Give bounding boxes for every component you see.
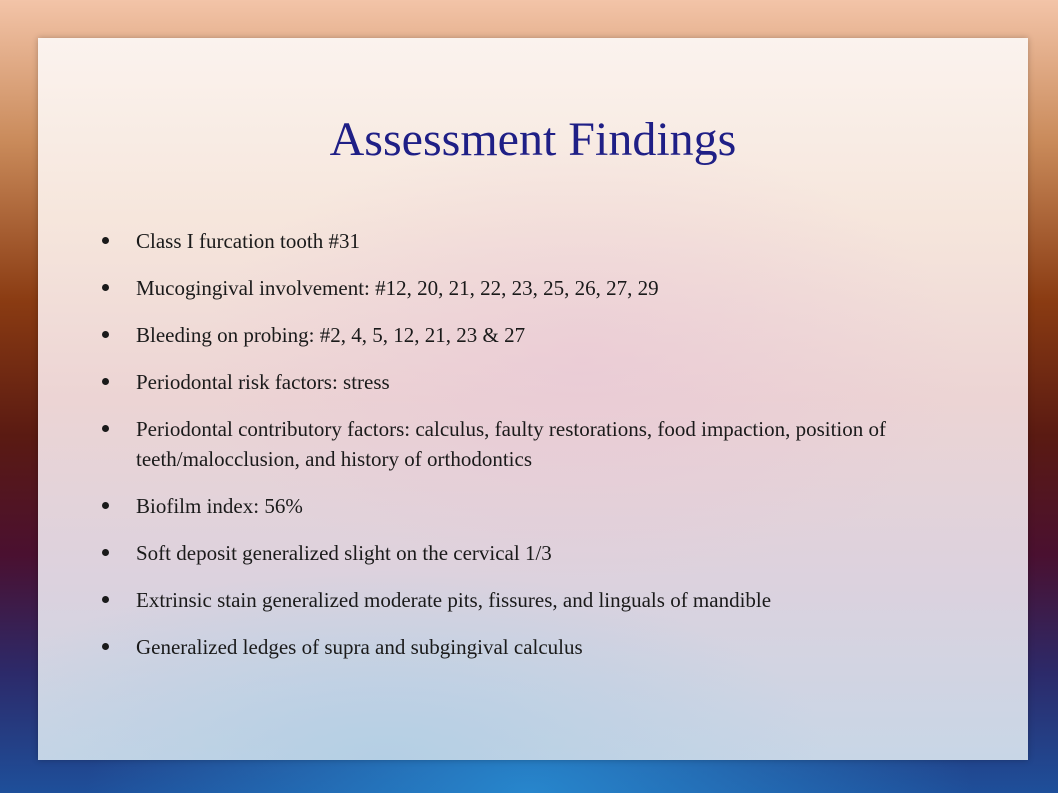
- bullet-list: [98, 226, 978, 679]
- bullet-dot-icon: [102, 502, 109, 509]
- bullet-text: Bleeding on probing: #2, 4, 5, 12, 21, 23 & 27: [136, 323, 526, 347]
- bullet-dot-icon: [102, 643, 109, 650]
- list-item: [98, 632, 978, 662]
- bullet-dot-icon: [102, 237, 109, 244]
- list-item: [98, 367, 978, 397]
- slide-panel: [38, 38, 1028, 760]
- bullet-dot-icon: [102, 284, 109, 291]
- list-item: [98, 585, 978, 615]
- slide-title: Assessment Findings: [329, 113, 737, 166]
- bullet-text: Mucogingival involvement: #12, 20, 21, 22, 23, 25, 26, 27, 29: [136, 276, 659, 300]
- bullet-text: Class I furcation tooth #31: [136, 229, 360, 253]
- bullet-text: Periodontal risk factors: stress: [136, 370, 390, 394]
- bullet-dot-icon: [102, 549, 109, 556]
- bullet-text: Periodontal contributory factors: calculus, faulty restorations, food impaction, position of teeth/malocclusion, and history of orthodontics: [136, 417, 887, 471]
- list-item: [98, 226, 978, 256]
- bullet-text: Soft deposit generalized slight on the cervical 1/3: [136, 541, 552, 565]
- bullet-dot-icon: [102, 596, 109, 603]
- bullet-text: Generalized ledges of supra and subgingival calculus: [136, 635, 583, 659]
- bullet-text: Extrinsic stain generalized moderate pits, fissures, and linguals of mandible: [136, 588, 772, 612]
- bullet-dot-icon: [102, 425, 109, 432]
- list-item: [98, 273, 978, 303]
- list-item: [98, 538, 978, 568]
- list-item: [98, 414, 978, 474]
- bullet-dot-icon: [102, 378, 109, 385]
- bullet-text: Biofilm index: 56%: [136, 494, 303, 518]
- list-item: [98, 320, 978, 350]
- list-item: [98, 491, 978, 521]
- bullet-dot-icon: [102, 331, 109, 338]
